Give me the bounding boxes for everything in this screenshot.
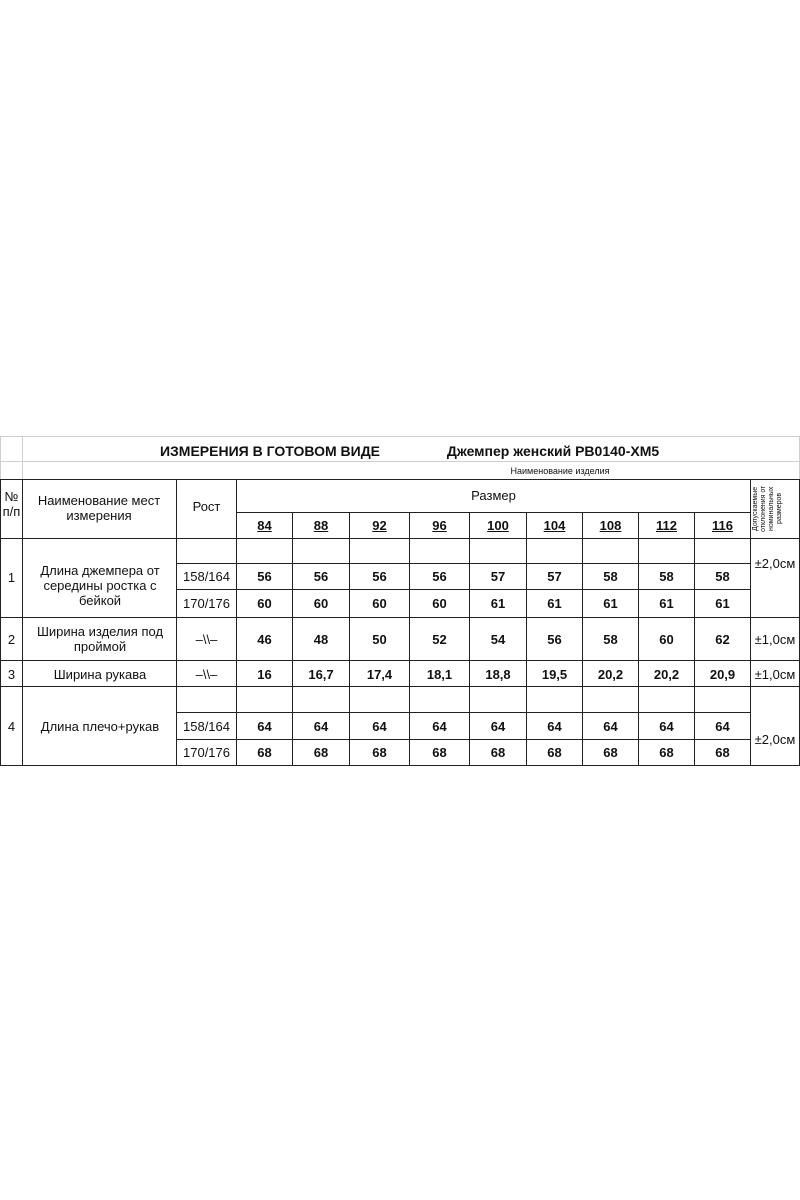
row-4-value: 68 bbox=[715, 745, 730, 760]
row-3-value: 16,7 bbox=[308, 667, 334, 682]
table-border bbox=[750, 479, 751, 766]
row-1-value: 56 bbox=[372, 569, 387, 584]
row-4-value: 68 bbox=[432, 745, 447, 760]
size-108: 108 bbox=[599, 518, 622, 533]
row-1-num: 1 bbox=[7, 570, 16, 585]
row-4-value: 64 bbox=[432, 719, 447, 734]
table-border bbox=[176, 739, 750, 740]
row-4-value: 68 bbox=[313, 745, 329, 760]
row-1-value: 58 bbox=[603, 569, 618, 584]
table-border bbox=[0, 765, 800, 766]
row-4-value: 68 bbox=[490, 745, 506, 760]
row-1-value: 60 bbox=[432, 596, 447, 611]
table-border bbox=[236, 512, 750, 513]
row-4-tolerance: ±2,0см bbox=[754, 732, 796, 747]
row-4-height-1: 158/164 bbox=[183, 719, 230, 734]
row-4-value: 68 bbox=[547, 745, 562, 760]
row-3-value: 17,4 bbox=[366, 667, 393, 682]
row-1-value: 56 bbox=[313, 569, 329, 584]
page-title: ИЗМЕРЕНИЯ В ГОТОВОМ ВИДЕ bbox=[159, 443, 381, 459]
name-header: Наименование мест измерения bbox=[37, 493, 161, 523]
row-3-value: 18,1 bbox=[426, 667, 453, 682]
table-border bbox=[0, 686, 800, 687]
row-4-value: 64 bbox=[372, 719, 387, 734]
table-border bbox=[0, 660, 800, 661]
row-1-height-2: 170/176 bbox=[183, 596, 230, 611]
row-3-height: –\\– bbox=[195, 667, 218, 682]
product-caption: Наименование изделия bbox=[510, 466, 610, 476]
row-2-value: 50 bbox=[372, 632, 387, 647]
row-3-num: 3 bbox=[7, 667, 16, 682]
row-2-height: –\\– bbox=[195, 632, 218, 647]
row-1-tolerance: ±2,0см bbox=[754, 556, 796, 571]
height-header: Рост bbox=[192, 499, 221, 514]
row-4-value: 68 bbox=[257, 745, 272, 760]
row-1-value: 58 bbox=[659, 569, 674, 584]
row-1-value: 61 bbox=[490, 596, 506, 611]
row-4-value: 64 bbox=[257, 719, 272, 734]
row-3-name: Ширина рукава bbox=[53, 667, 147, 682]
row-1-value: 61 bbox=[715, 596, 730, 611]
row-2-value: 60 bbox=[659, 632, 674, 647]
row-3-value: 20,2 bbox=[653, 667, 680, 682]
row-1-value: 60 bbox=[257, 596, 272, 611]
num-header: № п/п bbox=[2, 489, 21, 519]
size-112: 112 bbox=[656, 518, 677, 533]
size-116: 116 bbox=[712, 518, 733, 533]
row-1-value: 57 bbox=[547, 569, 562, 584]
row-1-value: 57 bbox=[490, 569, 506, 584]
row-4-value: 64 bbox=[715, 719, 730, 734]
size-104: 104 bbox=[543, 518, 566, 533]
row-1-value: 61 bbox=[659, 596, 674, 611]
table-border bbox=[176, 712, 750, 713]
row-3-value: 20,9 bbox=[709, 667, 736, 682]
row-2-name: Ширина изделия под проймой bbox=[36, 624, 164, 654]
row-4-value: 68 bbox=[659, 745, 674, 760]
row-1-height-1: 158/164 bbox=[183, 569, 230, 584]
table-border bbox=[22, 479, 23, 766]
row-4-value: 64 bbox=[547, 719, 562, 734]
row-2-value: 48 bbox=[313, 632, 329, 647]
grid-line bbox=[22, 461, 800, 462]
tolerance-header: Допускаемые отклонения от номинальных размеров bbox=[752, 485, 783, 532]
row-2-value: 62 bbox=[715, 632, 730, 647]
row-3-value: 18,8 bbox=[485, 667, 511, 682]
row-4-value: 68 bbox=[372, 745, 387, 760]
table-border bbox=[176, 589, 750, 590]
row-2-value: 58 bbox=[603, 632, 618, 647]
row-2-num: 2 bbox=[7, 632, 16, 647]
size-100: 100 bbox=[487, 518, 509, 533]
row-1-value: 61 bbox=[603, 596, 618, 611]
table-border bbox=[0, 538, 800, 539]
row-2-value: 52 bbox=[432, 632, 447, 647]
row-3-value: 19,5 bbox=[541, 667, 568, 682]
row-1-value: 60 bbox=[313, 596, 329, 611]
row-4-value: 64 bbox=[490, 719, 506, 734]
row-4-value: 64 bbox=[659, 719, 674, 734]
size-92: 92 bbox=[372, 518, 387, 533]
row-4-value: 64 bbox=[313, 719, 329, 734]
row-1-value: 58 bbox=[715, 569, 730, 584]
size-96: 96 bbox=[432, 518, 447, 533]
row-4-name: Длина плечо+рукав bbox=[40, 719, 160, 734]
row-3-value: 16 bbox=[257, 667, 272, 682]
row-1-name: Длина джемпера от середины ростка с бейкой bbox=[40, 563, 160, 608]
row-3-tolerance: ±1,0см bbox=[754, 667, 796, 682]
row-2-tolerance: ±1,0см bbox=[754, 632, 796, 647]
grid-line bbox=[22, 436, 23, 480]
size-84: 84 bbox=[257, 518, 272, 533]
table-border bbox=[0, 617, 800, 618]
row-1-value: 61 bbox=[547, 596, 562, 611]
row-4-num: 4 bbox=[7, 719, 16, 734]
row-3-value: 20,2 bbox=[597, 667, 624, 682]
row-1-value: 60 bbox=[372, 596, 387, 611]
size-88: 88 bbox=[313, 518, 329, 533]
grid-line bbox=[0, 436, 800, 437]
row-1-value: 56 bbox=[257, 569, 272, 584]
table-border bbox=[0, 479, 800, 480]
size-header: Размер bbox=[471, 488, 516, 503]
row-2-value: 54 bbox=[490, 632, 506, 647]
row-4-value: 64 bbox=[603, 719, 618, 734]
row-4-height-2: 170/176 bbox=[183, 745, 230, 760]
table-border bbox=[176, 563, 750, 564]
row-4-value: 68 bbox=[603, 745, 618, 760]
product-name: Джемпер женский РВ0140-ХМ5 bbox=[446, 443, 660, 459]
row-2-value: 46 bbox=[257, 632, 272, 647]
row-2-value: 56 bbox=[547, 632, 562, 647]
row-1-value: 56 bbox=[432, 569, 447, 584]
